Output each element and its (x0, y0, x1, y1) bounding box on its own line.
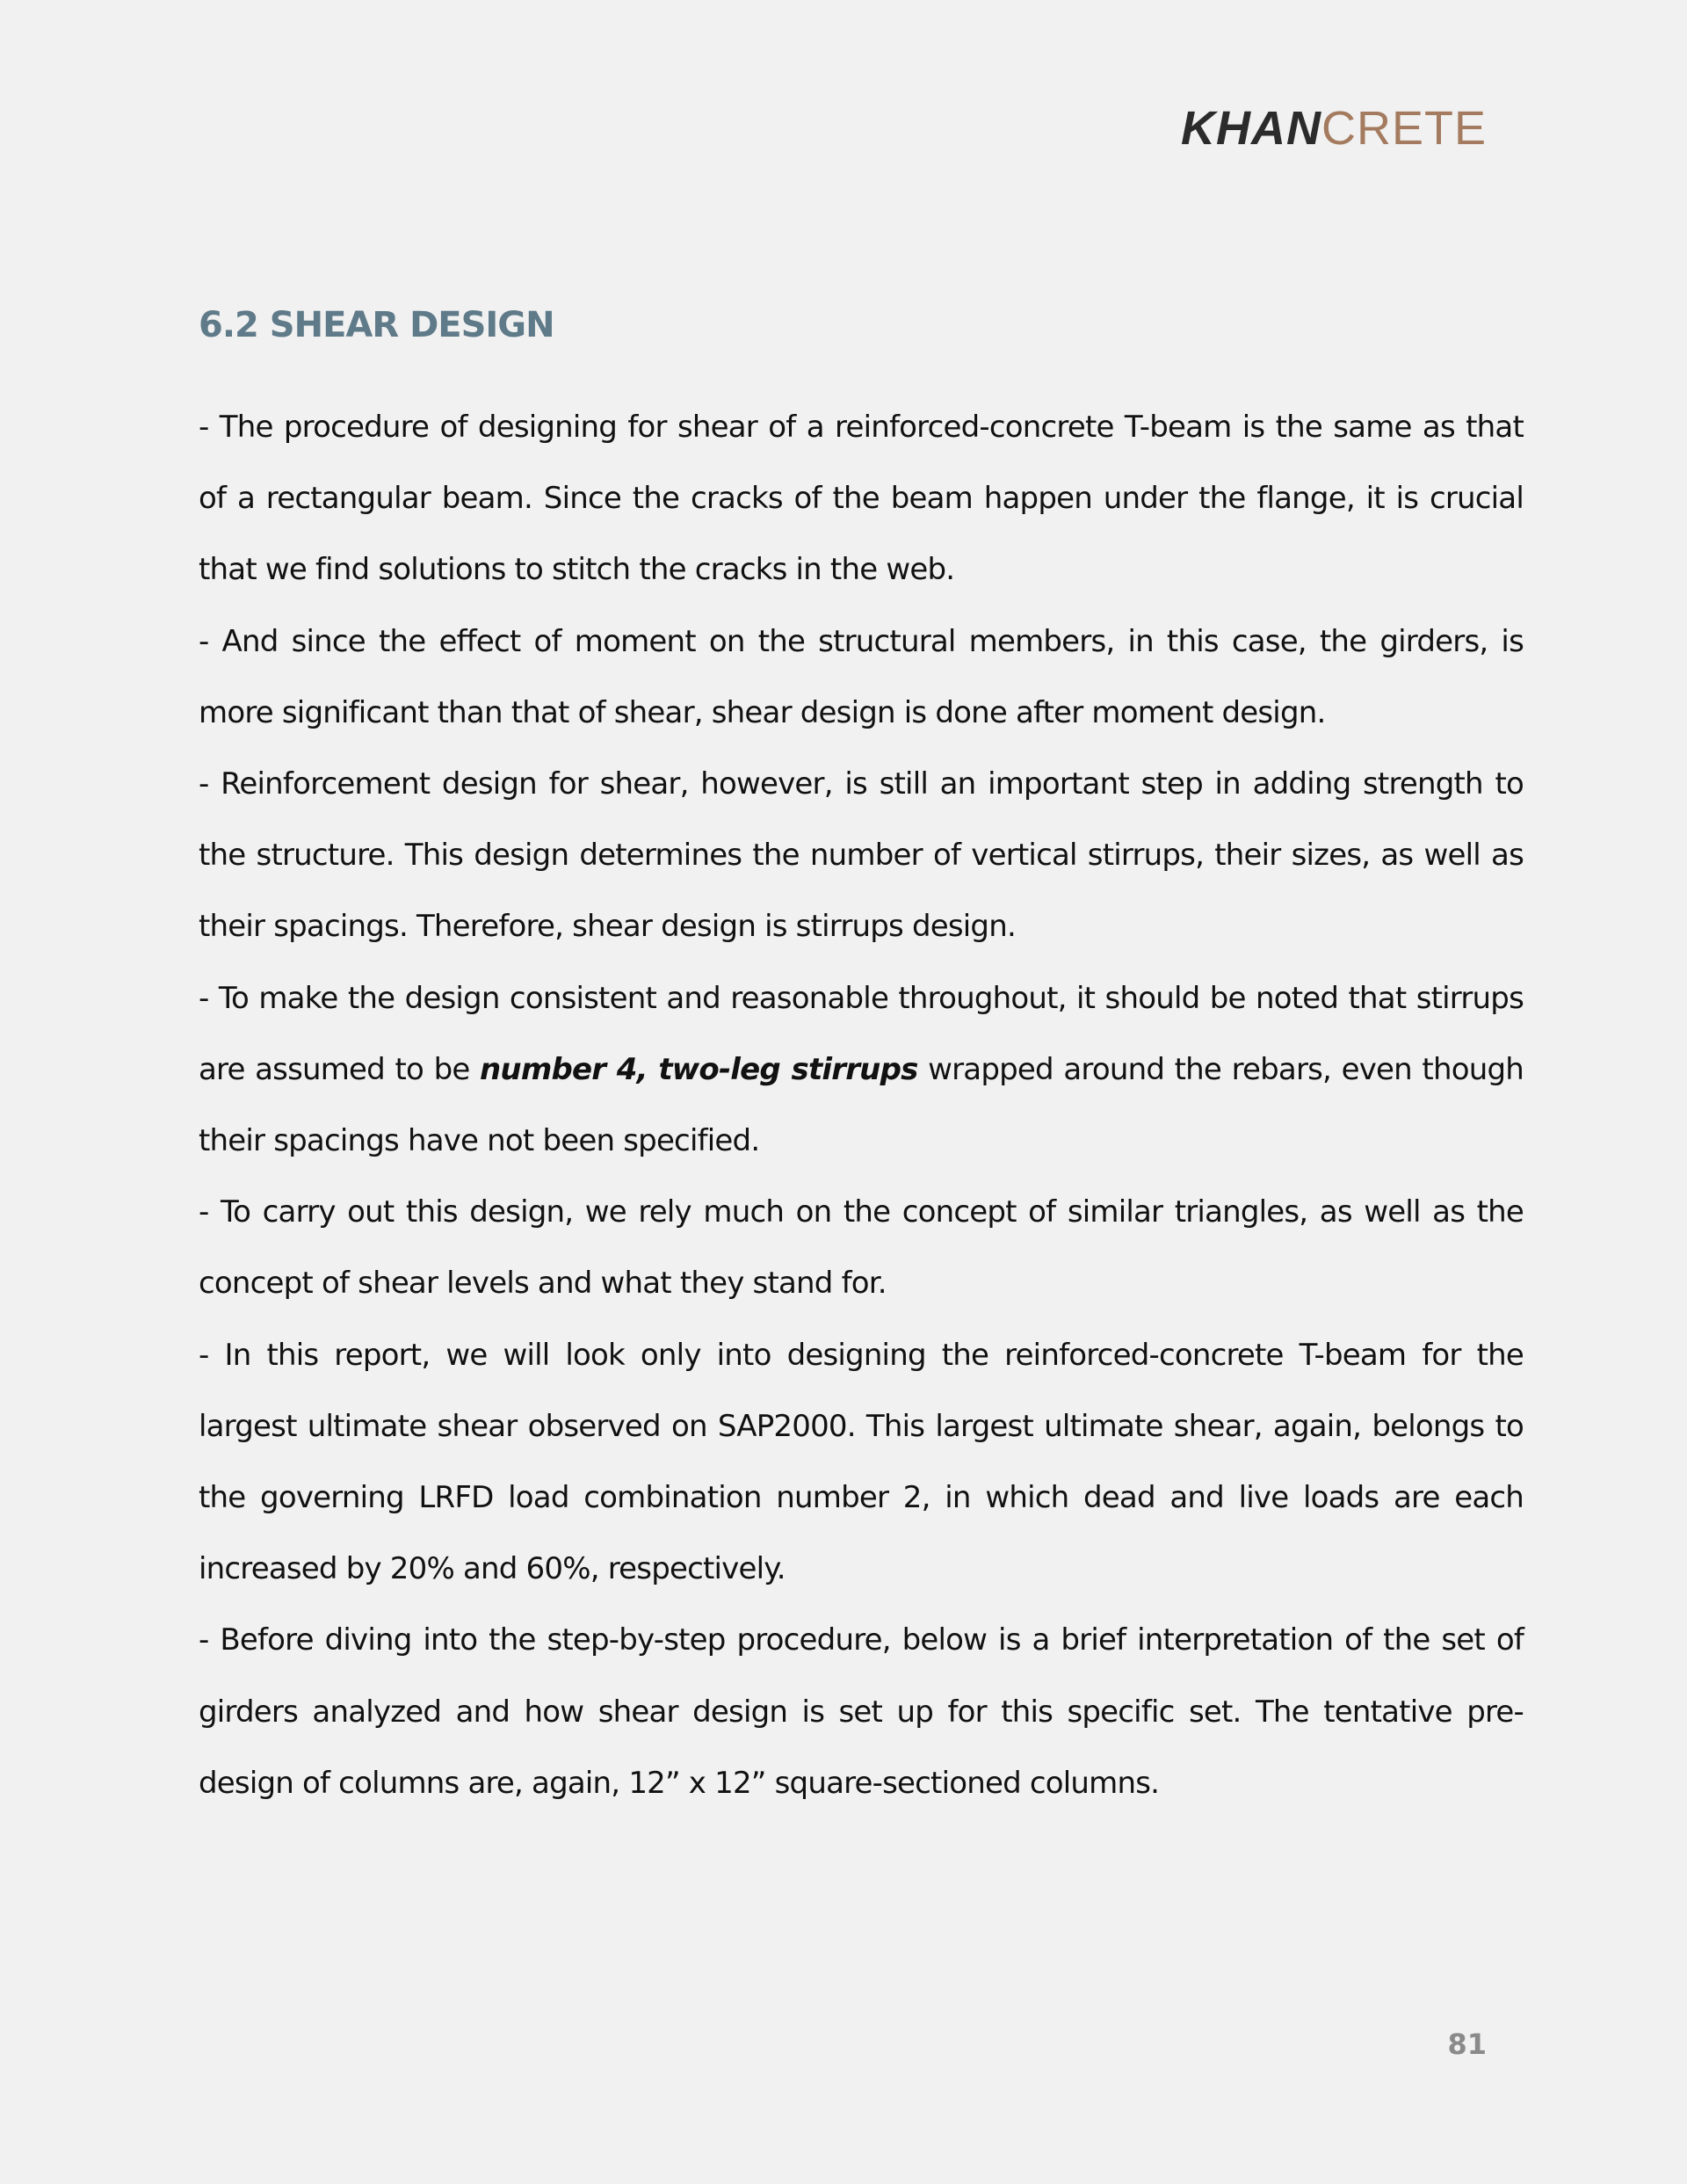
stirrups-emphasis: number 4, two-leg stirrups (480, 1051, 918, 1087)
section-title: 6.2 SHEAR DESIGN (199, 305, 554, 345)
paragraph-procedure: - The procedure of designing for shear of a reinforced-concrete T-beam is the same as that of a rectangular beam. Since the cracks of the beam happen under the flange, it is crucial that we find solutions to stitch the cracks in the web. (199, 410, 1524, 588)
stirrups-text-before: - To make the design consistent and reasonable throughout, it should be noted that stirrups are assumed to be (199, 980, 1524, 1087)
stirrups-text-after: wrapped around the rebars, even though their spacings have not been specified. (199, 1051, 1524, 1159)
paragraph-largest-shear: - In this report, we will look only into designing the reinforced-concrete T-beam for the largest ultimate shear observed on SAP2000. This largest ultimate shear, again, belongs to the governing LRFD load combination number 2, in which dead and live loads are each increased by 20% and 60%, respectively. (199, 1337, 1524, 1587)
logo-khan-text: KHAN (1180, 102, 1321, 155)
paragraph-similar-triangles: - To carry out this design, we rely much on the concept of similar triangles, as well as the concept of shear levels and what they stand for. (199, 1194, 1524, 1302)
paragraph-reinforcement: - Reinforcement design for shear, however, is still an important step in adding strength to the structure. This design determines the number of vertical stirrups, their sizes, as well as their spacings. Therefore, shear design is stirrups design. (199, 766, 1524, 945)
paragraph-stirrups-assumption (199, 963, 1524, 1178)
body-text (199, 392, 1524, 1819)
paragraph-moment-effect: - And since the effect of moment on the structural members, in this case, the girders, is more significant than that of shear, shear design is done after moment design. (199, 623, 1524, 730)
khancrete-logo (1181, 98, 1487, 158)
logo-crete-text: CRETE (1321, 102, 1487, 155)
page-number: 81 (1447, 2028, 1487, 2061)
paragraph-before-procedure: - Before diving into the step-by-step procedure, below is a brief interpretation of the set of girders analyzed and how shear design is set up for this specific set. The tentative pre-design of columns are, again, 12” x 12” square-sectioned columns. (199, 1622, 1524, 1801)
